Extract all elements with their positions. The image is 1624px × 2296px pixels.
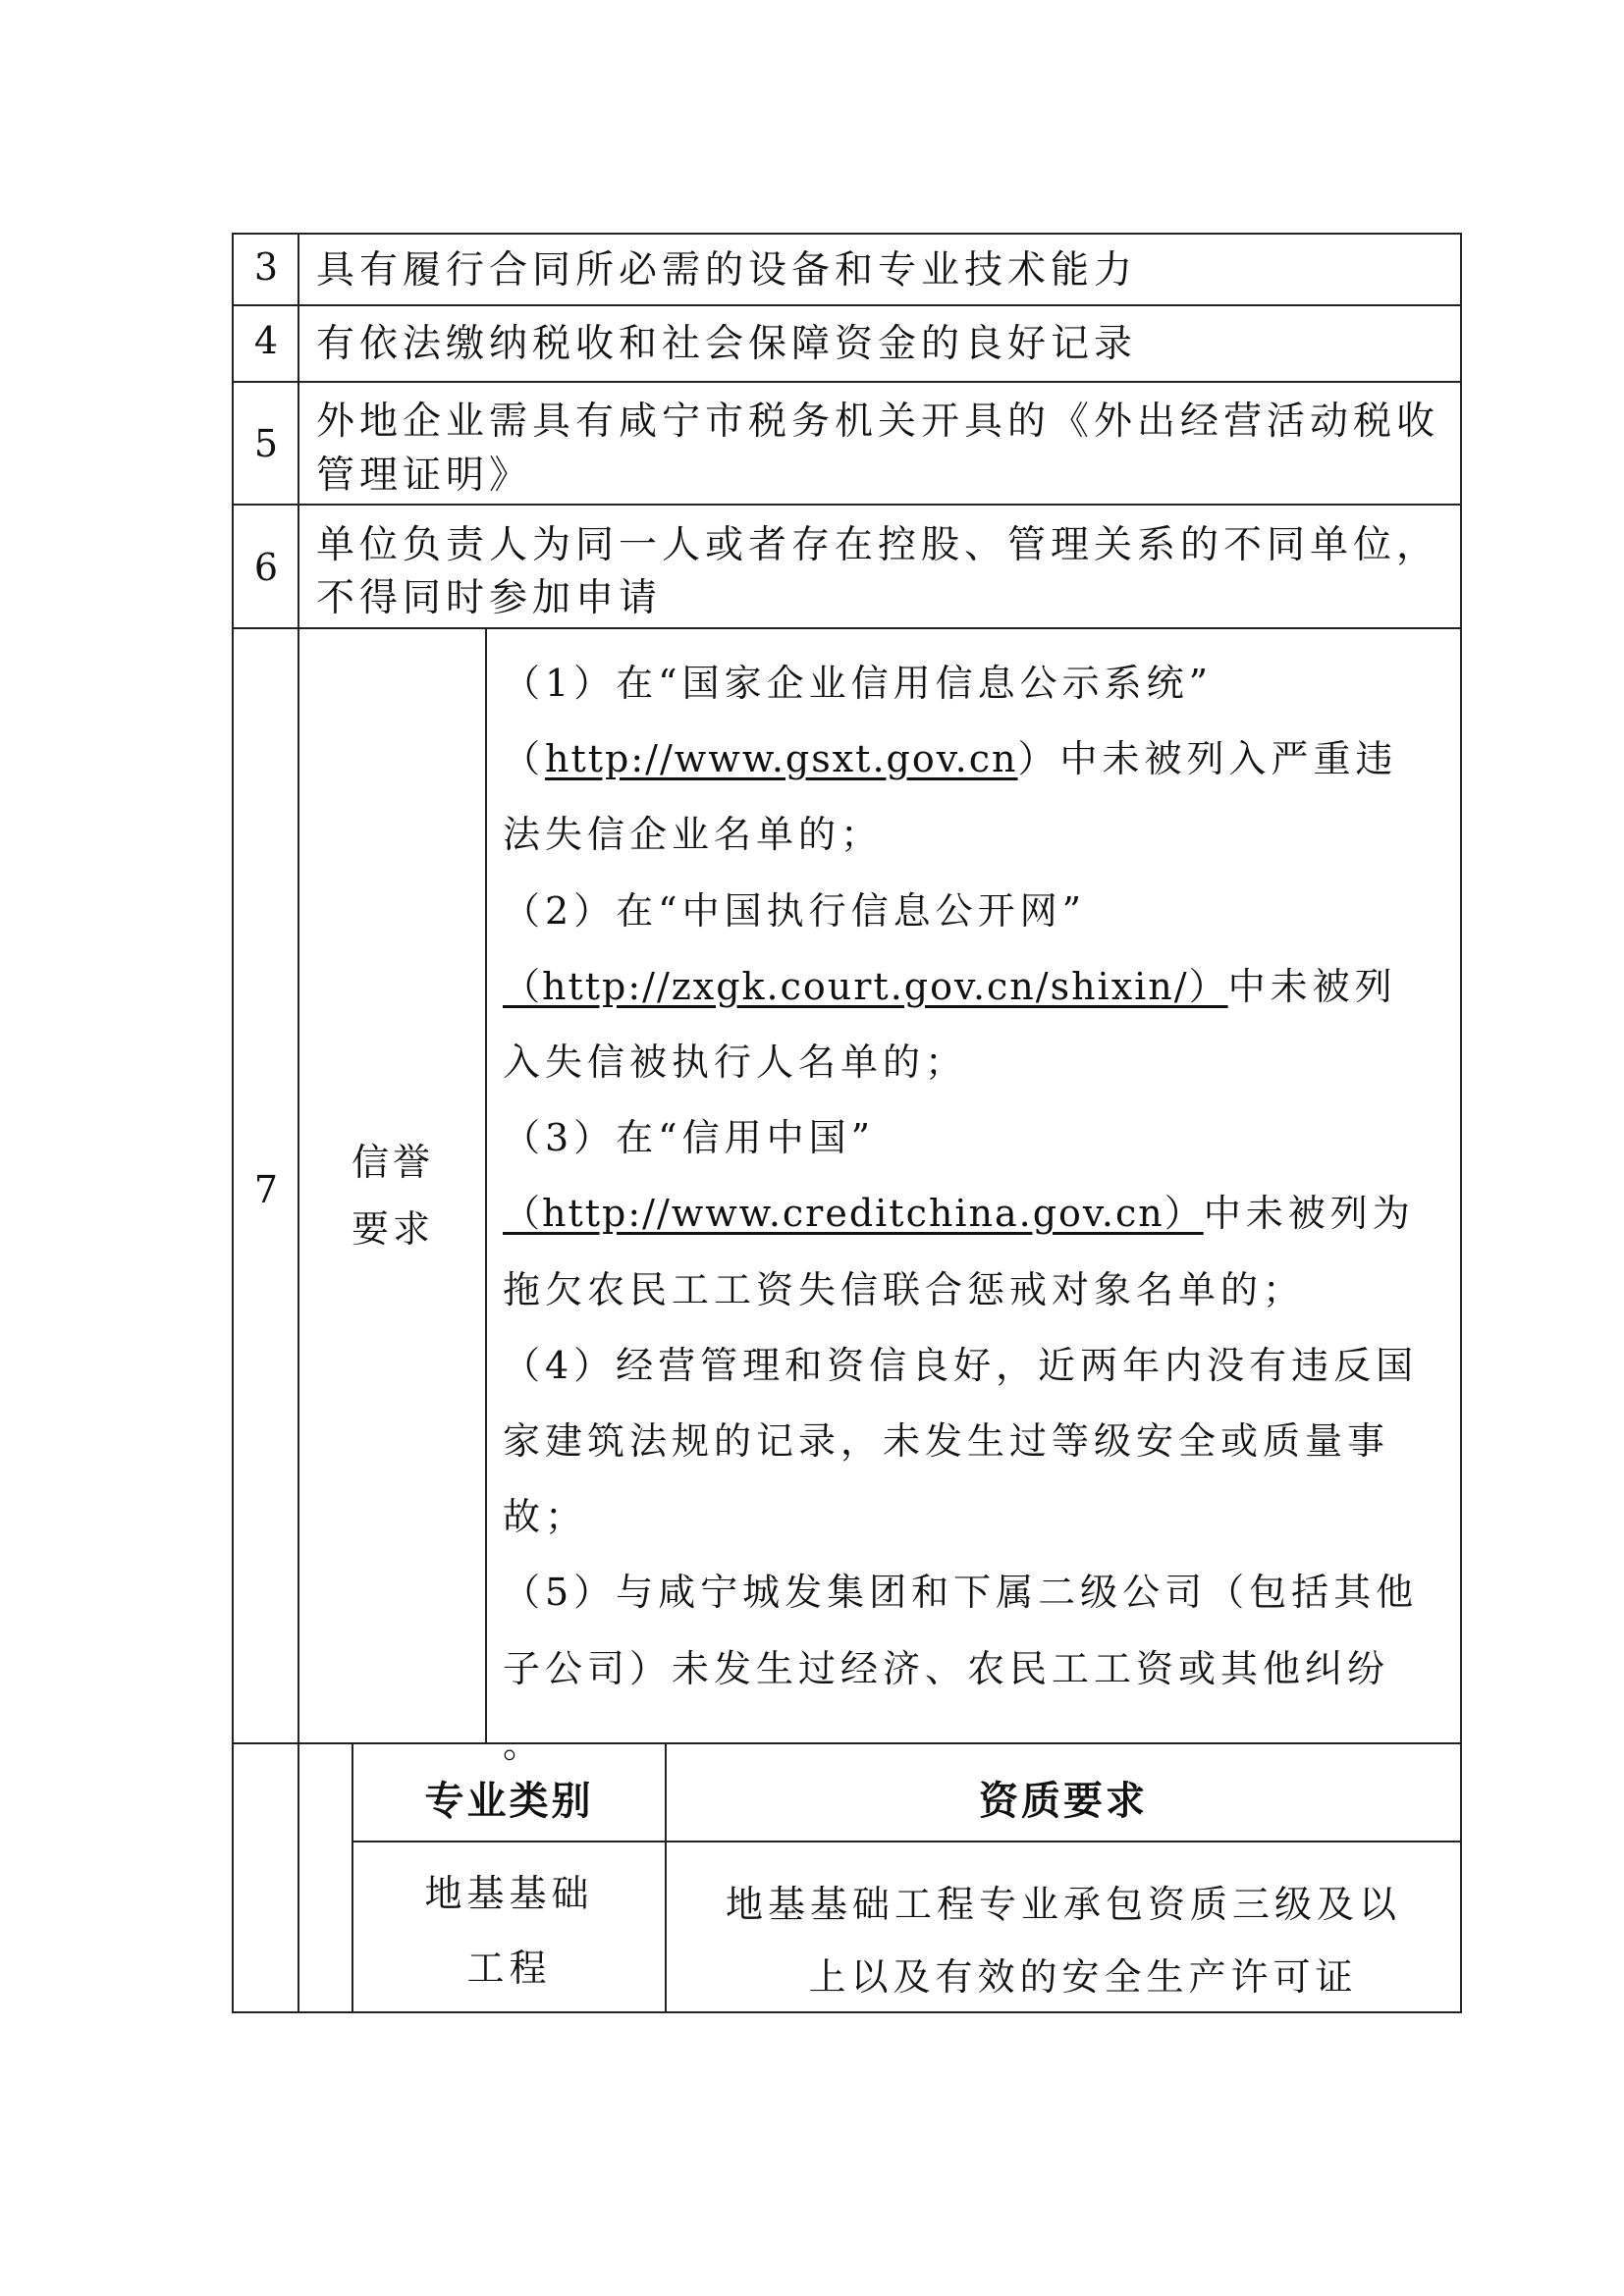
credit-line [503, 956, 1397, 1010]
qualification-requirement [667, 1868, 1460, 2013]
row-divider [232, 304, 1462, 306]
row-number: 7 [253, 1168, 279, 1211]
row-text: 有依法缴纳税收和社会保障资金的良好记录 [316, 322, 1138, 366]
credit-line-text: 法失信企业名单的； [503, 813, 884, 857]
credit-line-text: 故； [503, 1495, 588, 1539]
credit-line [503, 1486, 587, 1540]
row-divider [232, 1742, 1462, 1744]
credit-line-text: （2）在“中国执行信息公开网” [503, 888, 1087, 933]
row-text-line: 不得同时参加申请 [316, 576, 663, 620]
credit-line [503, 1335, 1418, 1389]
qualification-category [353, 1856, 665, 2005]
credit-line [503, 804, 883, 858]
table-border-left [232, 233, 234, 2013]
header-category: 专业类别 [424, 1779, 594, 1824]
row-number: 5 [253, 422, 279, 465]
table-border-top [232, 233, 1462, 235]
credit-line-text: 拖欠农民工工资失信联合惩戒对象名单的； [503, 1267, 1306, 1311]
credit-line [503, 1032, 967, 1086]
credit-line-text: 家建筑法规的记录，未发生过等级安全或质量事 [503, 1419, 1390, 1463]
credit-line-text: 。 [503, 1722, 546, 1766]
website-link[interactable]: （http://zxgk.court.gov.cn/shixin/） [503, 964, 1228, 1008]
credit-line [503, 1107, 875, 1161]
row-number: 6 [253, 546, 279, 589]
credit-label [329, 1129, 457, 1262]
credit-line [503, 1562, 1418, 1616]
credit-line [503, 653, 1213, 707]
credit-line [503, 1183, 1415, 1237]
credit-line-text: （ [503, 737, 546, 781]
credit-line [503, 1638, 1389, 1692]
credit-line [503, 881, 1086, 934]
credit-line [503, 1411, 1389, 1465]
row-text: 具有履行合同所必需的设备和专业技术能力 [316, 248, 1138, 293]
row-text-line: 管理证明》 [316, 454, 533, 498]
qualification-category-line: 工程 [466, 1947, 552, 1990]
qualification-category-line: 地基基础 [424, 1872, 594, 1915]
row-divider [232, 504, 1462, 506]
credit-line-text: 入失信被执行人名单的； [503, 1041, 968, 1084]
credit-line-text: 子公司）未发生过经济、农民工工资或其他纠纷 [503, 1646, 1390, 1690]
table-border-right [1460, 233, 1462, 2013]
subtable-row-divider [352, 1841, 1462, 1842]
credit-label-line: 信誉 [351, 1141, 434, 1184]
column-divider-label [485, 627, 487, 1743]
qualification-requirement-line: 地基基础工程专业承包资质三级及以 [725, 1883, 1401, 1926]
column-divider-number [298, 233, 299, 2013]
row-text-line: 外地企业需具有咸宁市税务机关开具的《外出经营活动税收 [316, 400, 1440, 444]
header-requirement: 资质要求 [979, 1779, 1148, 1824]
credit-line-text: （4）经营管理和资信良好，近两年内没有违反国 [503, 1343, 1419, 1387]
credit-line-text: ）中未被列入严重违 [1017, 737, 1398, 781]
qualification-requirement-line: 上以及有效的安全生产许可证 [808, 1955, 1358, 1999]
credit-line [503, 728, 1398, 782]
credit-line [503, 1259, 1305, 1313]
credit-line [503, 1714, 545, 1768]
credit-line-text: （5）与咸宁城发集团和下属二级公司（包括其他 [503, 1571, 1419, 1615]
credit-line-text: （3）在“信用中国” [503, 1116, 876, 1160]
credit-line-text: 中未被列 [1227, 964, 1397, 1008]
row-number: 4 [253, 319, 279, 362]
website-link[interactable]: （http://www.creditchina.gov.cn） [503, 1192, 1204, 1236]
credit-line-text: （1）在“国家企业信用信息公示系统” [503, 662, 1214, 705]
row-number: 3 [253, 245, 279, 289]
row-divider [232, 627, 1462, 629]
row-divider [232, 381, 1462, 383]
row-text-line: 单位负责人为同一人或者存在控股、管理关系的不同单位， [316, 523, 1440, 567]
website-link[interactable]: http://www.gsxt.gov.cn [545, 737, 1018, 781]
credit-label-line: 要求 [351, 1207, 434, 1251]
credit-line-text: 中未被列为 [1203, 1192, 1415, 1236]
